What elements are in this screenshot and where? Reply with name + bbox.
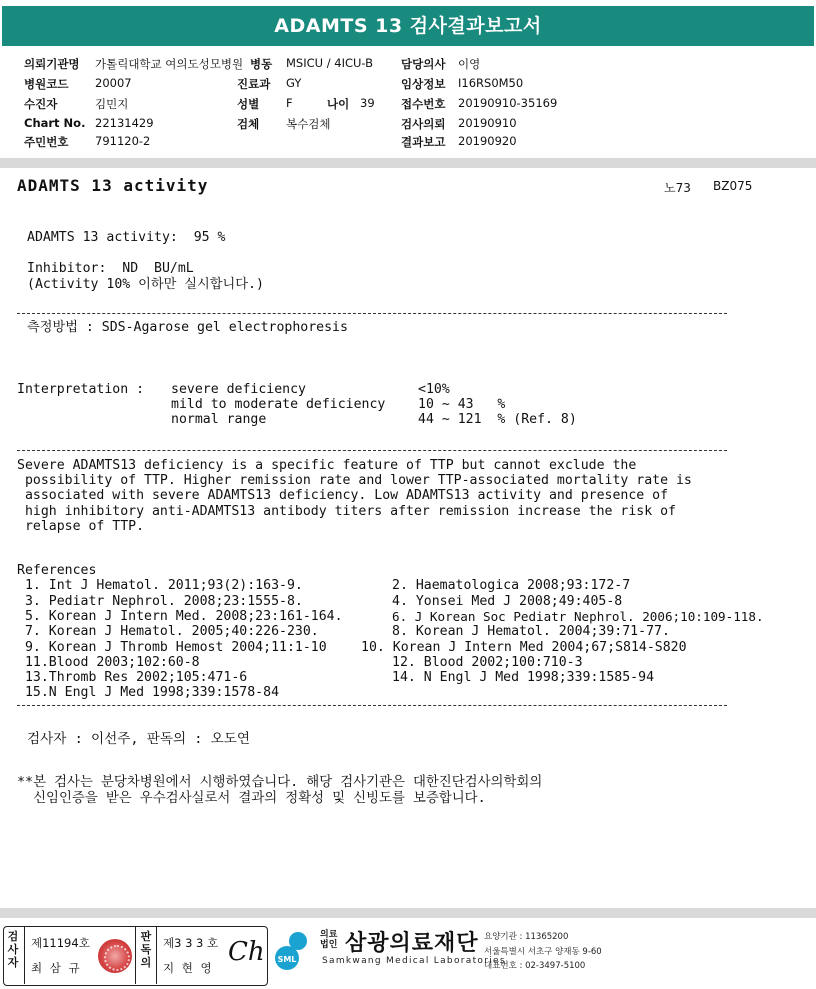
dept-label: 진료과 [237, 77, 271, 91]
reference-item: 5. Korean J Intern Med. 2008;23:161-164. [17, 609, 343, 624]
certification-note-2: 신임인증을 받은 우수검사실로서 결과의 정확성 및 신빙도를 보증합니다. [17, 791, 486, 806]
sml-logo-icon [272, 928, 316, 972]
report-date-value: 20190920 [458, 134, 517, 148]
examiner-name: 최 삼 규 [31, 961, 82, 975]
reader-name: 지 현 영 [163, 961, 214, 975]
interp-desc-3: normal range [171, 412, 267, 427]
org-code: 요양기관 : 11365200 [484, 932, 569, 942]
reader-license: 제3 3 3 호 [163, 936, 219, 950]
reference-item: 15.N Engl J Med 1998;339:1578-84 [17, 685, 280, 700]
reference-item: 7. Korean J Hematol. 2005;40:226-230. [17, 624, 319, 639]
report-code-1: 노73 [664, 181, 691, 195]
dashed-divider [17, 705, 727, 706]
chart-label: Chart No. [24, 116, 86, 130]
interp-range-1: <10% [418, 382, 450, 397]
references-title: References [17, 563, 97, 578]
org-type-2: 법인 [320, 940, 338, 950]
description-line: associated with severe ADAMTS13 deficiency. Low ADAMTS13 activity and presence of [17, 488, 669, 503]
dashed-divider [17, 313, 727, 314]
seal-icon [98, 939, 132, 973]
clinical-label: 임상정보 [401, 77, 446, 91]
interp-desc-1: severe deficiency [171, 382, 306, 397]
reference-item: 11.Blood 2003;102:60-8 [17, 655, 200, 670]
examiner-vertical-label: 검사자 [7, 930, 19, 969]
reference-item: 1. Int J Hematol. 2011;93(2):163-9. [17, 578, 303, 593]
specimen-value: 복수검체 [286, 117, 331, 131]
reference-item: 12. Blood 2002;100:710-3 [392, 655, 583, 670]
dept-value: GY [286, 76, 302, 90]
inhibitor-result: Inhibitor: ND BU/mL [27, 261, 194, 276]
hospcode-value: 20007 [95, 76, 132, 90]
receipt-label: 접수번호 [401, 97, 446, 111]
hospital-label: 의뢰기관명 [24, 57, 80, 71]
dashed-divider [17, 450, 727, 451]
org-name: 삼광의료재단 [345, 931, 479, 956]
org-address: 서울특별시 서초구 양재동 9-60 [484, 947, 602, 957]
reference-item: 10. Korean J Intern Med 2004;67;S814-S820 [361, 640, 687, 655]
org-english-name: Samkwang Medical Laboratories [322, 956, 506, 966]
age-label: 나이 [327, 97, 350, 111]
receipt-value: 20190910-35169 [458, 96, 558, 110]
reference-item: 9. Korean J Thromb Hemost 2004;11:1-10 [17, 640, 327, 655]
description-line: possibility of TTP. Higher remission rate and lower TTP-associated mortality rate is [17, 473, 692, 488]
reference-item: 3. Pediatr Nephrol. 2008;23:1555-8. [17, 594, 303, 609]
hospcode-label: 병원코드 [24, 77, 69, 91]
ssn-label: 주민번호 [24, 135, 69, 149]
report-code-2: BZ075 [713, 179, 753, 193]
patient-info [0, 54, 816, 154]
request-label: 검사의뢰 [401, 117, 446, 131]
patient-value: 김민지 [95, 97, 129, 111]
box-divider [135, 927, 136, 984]
signature-box [3, 926, 268, 986]
request-value: 20190910 [458, 116, 517, 130]
hospital-value: 가톨릭대학교 여의도성모병원 [95, 57, 244, 71]
interp-desc-2: mild to moderate deficiency [171, 397, 386, 412]
clinical-value: I16RS0M50 [458, 76, 524, 90]
section-divider [0, 158, 816, 168]
org-phone: 대표번호 : 02-3497-5100 [484, 961, 586, 971]
ssn-value: 791120-2 [95, 134, 151, 148]
reference-item: 6. J Korean Soc Pediatr Nephrol. 2006;10:109-118. [392, 609, 764, 624]
report-date-label: 결과보고 [401, 135, 446, 149]
chart-value: 22131429 [95, 116, 154, 130]
interp-range-3: 44 ~ 121 % (Ref. 8) [418, 412, 577, 427]
signature: Ch [228, 937, 265, 967]
sex-value: F [286, 96, 293, 110]
org-type-1: 의료 [320, 930, 338, 940]
method-line: 측정방법 : SDS-Agarose gel electrophoresis [27, 320, 348, 335]
specimen-label: 검체 [237, 117, 260, 131]
patient-label: 수진자 [24, 97, 58, 111]
box-divider [156, 927, 157, 984]
examiners-line: 검사자 : 이선주, 판독의 : 오도연 [27, 731, 251, 747]
examiner-license: 제11194호 [31, 936, 90, 950]
description-line: relapse of TTP. [17, 519, 145, 534]
sex-label: 성별 [237, 97, 260, 111]
ward-value: MSICU / 4ICU-B [286, 56, 374, 70]
box-divider [24, 927, 25, 984]
section-divider [0, 908, 816, 918]
ward-label: 병동 [250, 57, 273, 71]
description-line: high inhibitory anti-ADAMTS13 antibody titers after remission increase the risk of [17, 504, 676, 519]
reference-item: 14. N Engl J Med 1998;339:1585-94 [392, 670, 655, 685]
reader-vertical-label: 판독의 [140, 930, 152, 969]
reference-item: 13.Thromb Res 2002;105:471-6 [17, 670, 248, 685]
inhibitor-note: (Activity 10% 이하만 실시합니다.) [27, 277, 264, 292]
doctor-label: 담당의사 [401, 57, 446, 71]
report-header: ADAMTS 13 검사결과보고서 [2, 6, 814, 46]
description-line: Severe ADAMTS13 deficiency is a specific feature of TTP but cannot exclude the [17, 458, 637, 473]
reference-item: 4. Yonsei Med J 2008;49:405-8 [392, 594, 623, 609]
org-type-label [320, 930, 337, 950]
age-value: 39 [360, 96, 375, 110]
interpretation-label: Interpretation : [17, 382, 145, 397]
report-footer [0, 918, 816, 989]
reference-item: 2. Haematologica 2008;93:172-7 [392, 578, 631, 593]
sml-logo-text: SML [277, 955, 297, 964]
certification-note-1: **본 검사는 분당차병원에서 시행하였습니다. 해당 검사기관은 대한진단검사의학회의 [17, 775, 543, 790]
reference-item: 8. Korean J Hematol. 2004;39:71-77. [392, 624, 670, 639]
doctor-value: 이영 [458, 57, 481, 71]
report-title: ADAMTS 13 activity [17, 176, 209, 195]
interp-range-2: 10 ~ 43 % [418, 397, 506, 412]
activity-result: ADAMTS 13 activity: 95 % [27, 230, 226, 245]
